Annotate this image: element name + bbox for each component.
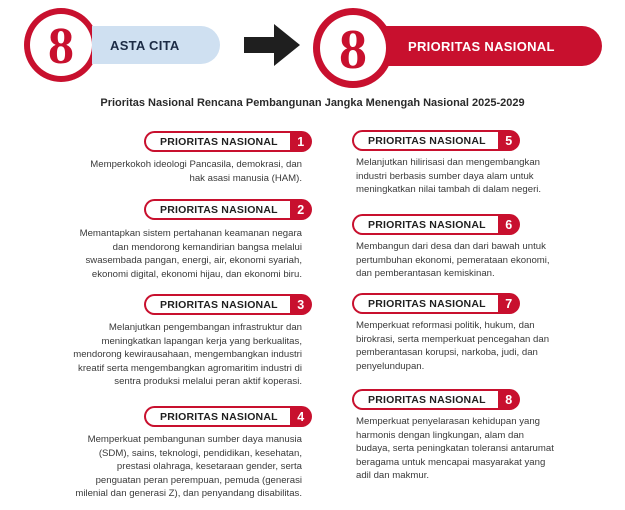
priority-2-description: Memantapkan sistem pertahanan keamanan negara dan mendorong kemandirian bangsa melalui swasembada pangan, energi, air, ekonomi syariah, ekonomi digital, ekonomi hijau, dan ekonomi biru.	[79, 228, 302, 280]
priority-7-badge	[352, 293, 520, 314]
numeral-eight-icon	[39, 19, 83, 71]
priority-number: 2	[290, 199, 312, 220]
priority-3-badge	[144, 294, 312, 315]
svg-text:8: 8	[339, 20, 367, 76]
priority-5-description: Melanjutkan hilirisasi dan mengembangkan industri berbasis sumber daya alam untuk meningkatkan nilai tambah di dalam negeri.	[356, 157, 542, 196]
priority-label: PRIORITAS NASIONAL	[352, 389, 498, 410]
priority-1-description: Memperkokoh ideologi Pancasila, demokrasi, dan hak asasi manusia (HAM).	[90, 159, 302, 184]
numeral-eight-icon	[329, 20, 377, 76]
arrow-right-icon	[244, 24, 300, 66]
priority-label: PRIORITAS NASIONAL	[144, 131, 290, 152]
prioritas-nasional-label: PRIORITAS NASIONAL	[386, 26, 602, 66]
priority-number: 4	[290, 406, 312, 427]
asta-cita-logo	[24, 8, 98, 82]
priority-7-description: Memperkuat reformasi politik, hukum, dan birokrasi, serta memperkuat pencegahan dan pemberantasan korupsi, narkoba, judi, dan penyelundupan.	[356, 320, 550, 372]
priority-label: PRIORITAS NASIONAL	[352, 214, 498, 235]
priority-number: 5	[498, 130, 520, 151]
priority-number: 7	[498, 293, 520, 314]
priority-4-badge	[144, 406, 312, 427]
priority-8-badge	[352, 389, 520, 410]
svg-text:8: 8	[48, 19, 74, 71]
priority-number: 8	[498, 389, 520, 410]
priority-label: PRIORITAS NASIONAL	[144, 406, 290, 427]
priority-label: PRIORITAS NASIONAL	[352, 293, 498, 314]
priority-number: 1	[290, 131, 312, 152]
priority-4-description: Memperkuat pembangunan sumber daya manusia (SDM), sains, teknologi, pendidikan, kesehatan, prestasi olahraga, kesetaraan gender, serta penguatan peran perempuan, pemuda (generasi milenial dan generasi Z), dan penyandang disabilitas.	[75, 434, 302, 500]
priority-8-description: Memperkuat penyelarasan kehidupan yang harmonis dengan lingkungan, alam dan budaya, serta peningkatan toleransi antarumat beragama untuk mencapai masyarakat yang adil dan makmur.	[356, 416, 554, 482]
priority-2-badge	[144, 199, 312, 220]
priority-label: PRIORITAS NASIONAL	[144, 294, 290, 315]
priority-number: 6	[498, 214, 520, 235]
priority-label: PRIORITAS NASIONAL	[352, 130, 498, 151]
prioritas-nasional-logo	[313, 8, 393, 88]
priority-6-description: Membangun dari desa dan dari bawah untuk pertumbuhan ekonomi, pemerataan ekonomi, dan pemberantasan kemiskinan.	[356, 241, 550, 280]
page-subtitle: Prioritas Nasional Rencana Pembangunan Jangka Menengah Nasional 2025-2029	[100, 97, 525, 109]
priority-number: 3	[290, 294, 312, 315]
priority-3-description: Melanjutkan pengembangan infrastruktur dan meningkatkan lapangan kerja yang berkualitas, mendorong kewirausahaan, mengembangkan industri kreatif serta mengembangkan agromaritim industri di sentra produksi melalui peran aktif koperasi.	[73, 322, 302, 388]
priority-label: PRIORITAS NASIONAL	[144, 199, 290, 220]
priority-6-badge	[352, 214, 520, 235]
priority-1-badge	[144, 131, 312, 152]
asta-cita-label: ASTA CITA	[92, 26, 220, 64]
header	[0, 0, 625, 96]
priority-5-badge	[352, 130, 520, 151]
